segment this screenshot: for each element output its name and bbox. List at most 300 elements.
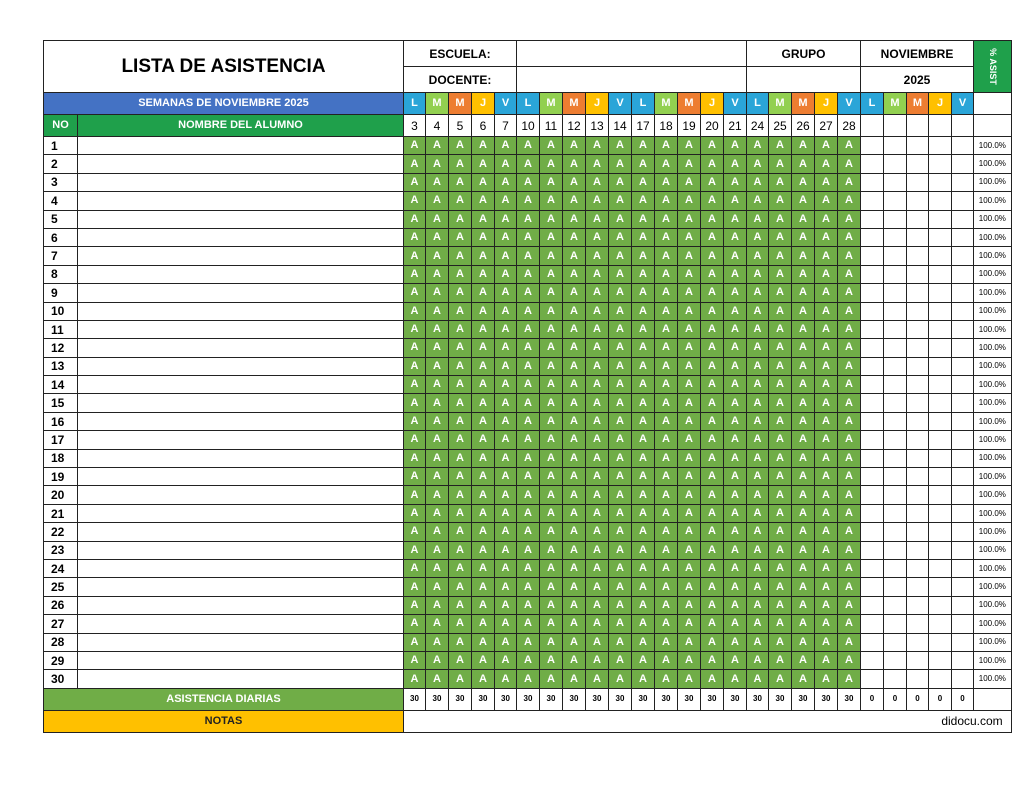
attendance-cell-empty[interactable] [929, 302, 952, 320]
attendance-cell-empty[interactable] [952, 284, 974, 302]
attendance-cell-empty[interactable] [929, 541, 952, 559]
attendance-cell[interactable]: A [655, 376, 678, 394]
attendance-cell[interactable]: A [540, 192, 563, 210]
attendance-cell[interactable]: A [517, 137, 540, 155]
attendance-cell[interactable]: A [586, 173, 609, 191]
attendance-cell[interactable]: A [449, 412, 472, 430]
attendance-cell-empty[interactable] [861, 376, 884, 394]
attendance-cell[interactable]: A [563, 431, 586, 449]
attendance-cell[interactable]: A [404, 155, 426, 173]
attendance-cell[interactable]: A [449, 247, 472, 265]
attendance-cell[interactable]: A [540, 210, 563, 228]
attendance-cell[interactable]: A [724, 137, 747, 155]
attendance-cell[interactable]: A [792, 615, 815, 633]
attendance-cell-empty[interactable] [884, 210, 907, 228]
attendance-cell[interactable]: A [792, 394, 815, 412]
attendance-cell-empty[interactable] [884, 486, 907, 504]
attendance-cell[interactable]: A [678, 541, 701, 559]
attendance-cell-empty[interactable] [907, 651, 929, 669]
attendance-cell[interactable]: A [586, 633, 609, 651]
attendance-cell[interactable]: A [426, 320, 449, 338]
attendance-cell[interactable]: A [472, 302, 495, 320]
student-name-field[interactable] [78, 468, 404, 486]
attendance-cell[interactable]: A [747, 468, 769, 486]
attendance-cell[interactable]: A [747, 559, 769, 577]
attendance-cell[interactable]: A [609, 596, 632, 614]
attendance-cell[interactable]: A [655, 357, 678, 375]
attendance-cell[interactable]: A [449, 431, 472, 449]
attendance-cell[interactable]: A [472, 651, 495, 669]
attendance-cell[interactable]: A [472, 468, 495, 486]
attendance-cell[interactable]: A [472, 431, 495, 449]
attendance-cell[interactable]: A [426, 596, 449, 614]
attendance-cell[interactable]: A [724, 523, 747, 541]
attendance-cell-empty[interactable] [952, 596, 974, 614]
attendance-cell-empty[interactable] [952, 559, 974, 577]
attendance-cell[interactable]: A [540, 486, 563, 504]
attendance-cell[interactable]: A [426, 302, 449, 320]
student-name-field[interactable] [78, 651, 404, 669]
student-name-field[interactable] [78, 339, 404, 357]
attendance-cell[interactable]: A [495, 394, 517, 412]
attendance-cell[interactable]: A [609, 284, 632, 302]
attendance-cell[interactable]: A [678, 376, 701, 394]
attendance-cell[interactable]: A [724, 596, 747, 614]
attendance-cell[interactable]: A [517, 155, 540, 173]
attendance-cell[interactable]: A [815, 541, 838, 559]
attendance-cell[interactable]: A [838, 431, 861, 449]
attendance-cell[interactable]: A [792, 210, 815, 228]
attendance-cell[interactable]: A [404, 210, 426, 228]
attendance-cell-empty[interactable] [884, 412, 907, 430]
attendance-cell[interactable]: A [495, 155, 517, 173]
student-name-field[interactable] [78, 247, 404, 265]
attendance-cell[interactable]: A [724, 155, 747, 173]
student-name-field[interactable] [78, 155, 404, 173]
attendance-cell[interactable]: A [678, 302, 701, 320]
attendance-cell-empty[interactable] [929, 651, 952, 669]
attendance-cell-empty[interactable] [952, 523, 974, 541]
attendance-cell[interactable]: A [632, 284, 655, 302]
attendance-cell[interactable]: A [540, 320, 563, 338]
attendance-cell[interactable]: A [838, 339, 861, 357]
attendance-cell[interactable]: A [426, 137, 449, 155]
attendance-cell-empty[interactable] [929, 228, 952, 246]
attendance-cell-empty[interactable] [907, 155, 929, 173]
student-name-field[interactable] [78, 320, 404, 338]
attendance-cell[interactable]: A [609, 173, 632, 191]
attendance-cell[interactable]: A [769, 615, 792, 633]
attendance-cell-empty[interactable] [861, 615, 884, 633]
attendance-cell[interactable]: A [678, 137, 701, 155]
attendance-cell[interactable]: A [815, 596, 838, 614]
attendance-cell[interactable]: A [724, 670, 747, 688]
attendance-cell[interactable]: A [563, 578, 586, 596]
attendance-cell[interactable]: A [701, 302, 724, 320]
attendance-cell[interactable]: A [404, 633, 426, 651]
attendance-cell[interactable]: A [472, 596, 495, 614]
attendance-cell-empty[interactable] [952, 339, 974, 357]
attendance-cell[interactable]: A [838, 449, 861, 467]
attendance-cell-empty[interactable] [861, 412, 884, 430]
attendance-cell[interactable]: A [678, 504, 701, 522]
attendance-cell[interactable]: A [815, 376, 838, 394]
attendance-cell[interactable]: A [701, 504, 724, 522]
attendance-cell[interactable]: A [495, 449, 517, 467]
attendance-cell[interactable]: A [792, 431, 815, 449]
attendance-cell-empty[interactable] [861, 504, 884, 522]
attendance-cell[interactable]: A [838, 228, 861, 246]
attendance-cell[interactable]: A [792, 155, 815, 173]
attendance-cell[interactable]: A [517, 210, 540, 228]
attendance-cell-empty[interactable] [861, 670, 884, 688]
attendance-cell[interactable]: A [449, 320, 472, 338]
attendance-cell[interactable]: A [655, 633, 678, 651]
attendance-cell[interactable]: A [724, 431, 747, 449]
attendance-cell[interactable]: A [563, 247, 586, 265]
attendance-cell[interactable]: A [426, 339, 449, 357]
attendance-cell[interactable]: A [815, 339, 838, 357]
attendance-cell[interactable]: A [838, 578, 861, 596]
attendance-cell[interactable]: A [678, 357, 701, 375]
attendance-cell[interactable]: A [609, 541, 632, 559]
attendance-cell[interactable]: A [655, 192, 678, 210]
attendance-cell[interactable]: A [815, 394, 838, 412]
attendance-cell[interactable]: A [563, 412, 586, 430]
attendance-cell-empty[interactable] [861, 559, 884, 577]
attendance-cell[interactable]: A [563, 670, 586, 688]
attendance-cell[interactable]: A [769, 468, 792, 486]
attendance-cell[interactable]: A [517, 412, 540, 430]
attendance-cell[interactable]: A [495, 284, 517, 302]
attendance-cell-empty[interactable] [861, 578, 884, 596]
student-name-field[interactable] [78, 228, 404, 246]
attendance-cell[interactable]: A [655, 412, 678, 430]
attendance-cell[interactable]: A [769, 210, 792, 228]
attendance-cell[interactable]: A [540, 596, 563, 614]
attendance-cell-empty[interactable] [929, 320, 952, 338]
student-name-field[interactable] [78, 504, 404, 522]
attendance-cell[interactable]: A [404, 192, 426, 210]
attendance-cell[interactable]: A [701, 523, 724, 541]
attendance-cell[interactable]: A [540, 357, 563, 375]
attendance-cell-empty[interactable] [929, 357, 952, 375]
attendance-cell[interactable]: A [724, 357, 747, 375]
attendance-cell[interactable]: A [472, 137, 495, 155]
attendance-cell[interactable]: A [586, 412, 609, 430]
attendance-cell[interactable]: A [426, 376, 449, 394]
attendance-cell[interactable]: A [517, 670, 540, 688]
attendance-cell[interactable]: A [449, 504, 472, 522]
attendance-cell[interactable]: A [609, 302, 632, 320]
attendance-cell[interactable]: A [404, 431, 426, 449]
attendance-cell[interactable]: A [449, 339, 472, 357]
attendance-cell[interactable]: A [724, 247, 747, 265]
attendance-cell-empty[interactable] [884, 137, 907, 155]
attendance-cell[interactable]: A [426, 431, 449, 449]
attendance-cell-empty[interactable] [907, 468, 929, 486]
attendance-cell[interactable]: A [747, 210, 769, 228]
attendance-cell[interactable]: A [701, 173, 724, 191]
attendance-cell[interactable]: A [449, 615, 472, 633]
attendance-cell[interactable]: A [609, 192, 632, 210]
attendance-cell-empty[interactable] [884, 468, 907, 486]
attendance-cell[interactable]: A [678, 523, 701, 541]
attendance-cell[interactable]: A [792, 468, 815, 486]
attendance-cell[interactable]: A [678, 210, 701, 228]
attendance-cell[interactable]: A [747, 228, 769, 246]
student-name-field[interactable] [78, 412, 404, 430]
attendance-cell[interactable]: A [747, 541, 769, 559]
attendance-cell[interactable]: A [449, 449, 472, 467]
attendance-cell[interactable]: A [609, 228, 632, 246]
attendance-cell[interactable]: A [472, 376, 495, 394]
attendance-cell[interactable]: A [517, 247, 540, 265]
attendance-cell[interactable]: A [540, 633, 563, 651]
attendance-cell[interactable]: A [838, 615, 861, 633]
attendance-cell-empty[interactable] [861, 137, 884, 155]
attendance-cell[interactable]: A [632, 431, 655, 449]
attendance-cell[interactable]: A [517, 376, 540, 394]
attendance-cell[interactable]: A [404, 320, 426, 338]
attendance-cell-empty[interactable] [952, 504, 974, 522]
attendance-cell[interactable]: A [701, 431, 724, 449]
attendance-cell[interactable]: A [563, 523, 586, 541]
attendance-cell-empty[interactable] [861, 633, 884, 651]
attendance-cell[interactable]: A [701, 376, 724, 394]
attendance-cell[interactable]: A [792, 265, 815, 283]
attendance-cell-empty[interactable] [884, 284, 907, 302]
attendance-cell[interactable]: A [586, 541, 609, 559]
attendance-cell[interactable]: A [563, 192, 586, 210]
attendance-cell[interactable]: A [747, 339, 769, 357]
attendance-cell[interactable]: A [609, 670, 632, 688]
attendance-cell-empty[interactable] [952, 192, 974, 210]
attendance-cell-empty[interactable] [861, 523, 884, 541]
attendance-cell[interactable]: A [815, 670, 838, 688]
attendance-cell[interactable]: A [838, 412, 861, 430]
attendance-cell[interactable]: A [426, 357, 449, 375]
attendance-cell[interactable]: A [426, 265, 449, 283]
attendance-cell[interactable]: A [655, 302, 678, 320]
attendance-cell[interactable]: A [540, 651, 563, 669]
attendance-cell[interactable]: A [655, 504, 678, 522]
attendance-cell[interactable]: A [426, 284, 449, 302]
attendance-cell[interactable]: A [472, 541, 495, 559]
attendance-cell[interactable]: A [563, 541, 586, 559]
attendance-cell[interactable]: A [701, 468, 724, 486]
attendance-cell-empty[interactable] [861, 486, 884, 504]
attendance-cell[interactable]: A [632, 615, 655, 633]
attendance-cell[interactable]: A [701, 449, 724, 467]
attendance-cell-empty[interactable] [861, 155, 884, 173]
attendance-cell[interactable]: A [815, 615, 838, 633]
attendance-cell[interactable]: A [404, 137, 426, 155]
attendance-cell[interactable]: A [838, 504, 861, 522]
attendance-cell[interactable]: A [655, 670, 678, 688]
attendance-cell[interactable]: A [655, 431, 678, 449]
attendance-cell[interactable]: A [495, 339, 517, 357]
attendance-cell[interactable]: A [632, 228, 655, 246]
attendance-cell[interactable]: A [724, 651, 747, 669]
attendance-cell-empty[interactable] [952, 265, 974, 283]
attendance-cell[interactable]: A [586, 449, 609, 467]
attendance-cell[interactable]: A [678, 192, 701, 210]
attendance-cell[interactable]: A [747, 394, 769, 412]
attendance-cell-empty[interactable] [884, 633, 907, 651]
attendance-cell[interactable]: A [563, 173, 586, 191]
attendance-cell-empty[interactable] [952, 155, 974, 173]
attendance-cell[interactable]: A [838, 596, 861, 614]
teacher-field[interactable] [517, 67, 747, 93]
student-name-field[interactable] [78, 596, 404, 614]
attendance-cell[interactable]: A [426, 615, 449, 633]
attendance-cell[interactable]: A [449, 578, 472, 596]
attendance-cell[interactable]: A [586, 247, 609, 265]
attendance-cell[interactable]: A [815, 578, 838, 596]
attendance-cell[interactable]: A [586, 578, 609, 596]
attendance-cell-empty[interactable] [884, 192, 907, 210]
attendance-cell[interactable]: A [815, 228, 838, 246]
attendance-cell[interactable]: A [678, 284, 701, 302]
attendance-cell[interactable]: A [586, 192, 609, 210]
attendance-cell[interactable]: A [838, 357, 861, 375]
attendance-cell[interactable]: A [701, 320, 724, 338]
attendance-cell-empty[interactable] [907, 192, 929, 210]
attendance-cell[interactable]: A [404, 504, 426, 522]
attendance-cell[interactable]: A [701, 412, 724, 430]
attendance-cell[interactable]: A [701, 247, 724, 265]
attendance-cell[interactable]: A [769, 559, 792, 577]
attendance-cell-empty[interactable] [861, 284, 884, 302]
attendance-cell[interactable]: A [678, 578, 701, 596]
attendance-cell[interactable]: A [472, 247, 495, 265]
attendance-cell-empty[interactable] [884, 523, 907, 541]
attendance-cell[interactable]: A [563, 357, 586, 375]
attendance-cell[interactable]: A [678, 265, 701, 283]
attendance-cell[interactable]: A [426, 412, 449, 430]
attendance-cell[interactable]: A [632, 320, 655, 338]
attendance-cell[interactable]: A [632, 192, 655, 210]
attendance-cell[interactable]: A [449, 137, 472, 155]
attendance-cell[interactable]: A [769, 284, 792, 302]
attendance-cell[interactable]: A [472, 504, 495, 522]
attendance-cell-empty[interactable] [952, 431, 974, 449]
attendance-cell[interactable]: A [724, 376, 747, 394]
attendance-cell[interactable]: A [678, 559, 701, 577]
attendance-cell[interactable]: A [517, 578, 540, 596]
attendance-cell-empty[interactable] [861, 173, 884, 191]
attendance-cell-empty[interactable] [907, 615, 929, 633]
attendance-cell-empty[interactable] [907, 210, 929, 228]
attendance-cell[interactable]: A [701, 559, 724, 577]
attendance-cell[interactable]: A [747, 155, 769, 173]
attendance-cell-empty[interactable] [952, 541, 974, 559]
attendance-cell[interactable]: A [404, 468, 426, 486]
attendance-cell[interactable]: A [655, 541, 678, 559]
attendance-cell[interactable]: A [426, 173, 449, 191]
attendance-cell[interactable]: A [563, 228, 586, 246]
attendance-cell-empty[interactable] [861, 228, 884, 246]
attendance-cell[interactable]: A [609, 486, 632, 504]
attendance-cell-empty[interactable] [907, 596, 929, 614]
attendance-cell[interactable]: A [769, 578, 792, 596]
attendance-cell[interactable]: A [563, 284, 586, 302]
attendance-cell[interactable]: A [426, 228, 449, 246]
attendance-cell[interactable]: A [769, 504, 792, 522]
attendance-cell[interactable]: A [838, 302, 861, 320]
attendance-cell-empty[interactable] [861, 651, 884, 669]
attendance-cell[interactable]: A [495, 173, 517, 191]
attendance-cell[interactable]: A [678, 596, 701, 614]
attendance-cell[interactable]: A [655, 265, 678, 283]
attendance-cell[interactable]: A [655, 449, 678, 467]
attendance-cell[interactable]: A [563, 320, 586, 338]
attendance-cell[interactable]: A [747, 302, 769, 320]
attendance-cell[interactable]: A [540, 412, 563, 430]
attendance-cell-empty[interactable] [952, 302, 974, 320]
attendance-cell[interactable]: A [517, 449, 540, 467]
attendance-cell-empty[interactable] [861, 302, 884, 320]
attendance-cell[interactable]: A [815, 265, 838, 283]
attendance-cell[interactable]: A [747, 320, 769, 338]
attendance-cell-empty[interactable] [907, 320, 929, 338]
attendance-cell[interactable]: A [792, 670, 815, 688]
attendance-cell-empty[interactable] [929, 265, 952, 283]
attendance-cell[interactable]: A [609, 431, 632, 449]
student-name-field[interactable] [78, 357, 404, 375]
attendance-cell[interactable]: A [404, 670, 426, 688]
attendance-cell[interactable]: A [449, 394, 472, 412]
attendance-cell[interactable]: A [517, 468, 540, 486]
attendance-cell[interactable]: A [838, 155, 861, 173]
attendance-cell[interactable]: A [495, 670, 517, 688]
attendance-cell[interactable]: A [609, 468, 632, 486]
attendance-cell[interactable]: A [724, 541, 747, 559]
attendance-cell[interactable]: A [792, 173, 815, 191]
attendance-cell[interactable]: A [678, 320, 701, 338]
attendance-cell[interactable]: A [472, 633, 495, 651]
attendance-cell-empty[interactable] [907, 284, 929, 302]
attendance-cell[interactable]: A [449, 486, 472, 504]
attendance-cell[interactable]: A [540, 578, 563, 596]
attendance-cell[interactable]: A [609, 247, 632, 265]
attendance-cell[interactable]: A [632, 247, 655, 265]
attendance-cell[interactable]: A [747, 486, 769, 504]
attendance-cell-empty[interactable] [952, 468, 974, 486]
attendance-cell[interactable]: A [540, 228, 563, 246]
attendance-cell[interactable]: A [632, 394, 655, 412]
attendance-cell-empty[interactable] [952, 247, 974, 265]
attendance-cell[interactable]: A [540, 173, 563, 191]
attendance-cell[interactable]: A [632, 412, 655, 430]
attendance-cell-empty[interactable] [884, 670, 907, 688]
attendance-cell[interactable]: A [769, 137, 792, 155]
attendance-cell[interactable]: A [815, 192, 838, 210]
attendance-cell[interactable]: A [838, 192, 861, 210]
attendance-cell-empty[interactable] [861, 468, 884, 486]
attendance-cell[interactable]: A [517, 541, 540, 559]
attendance-cell[interactable]: A [769, 412, 792, 430]
attendance-cell[interactable]: A [632, 504, 655, 522]
attendance-cell[interactable]: A [586, 504, 609, 522]
attendance-cell[interactable]: A [792, 596, 815, 614]
attendance-cell[interactable]: A [815, 357, 838, 375]
attendance-cell-empty[interactable] [929, 394, 952, 412]
attendance-cell[interactable]: A [404, 339, 426, 357]
attendance-cell[interactable]: A [815, 320, 838, 338]
attendance-cell[interactable]: A [472, 173, 495, 191]
